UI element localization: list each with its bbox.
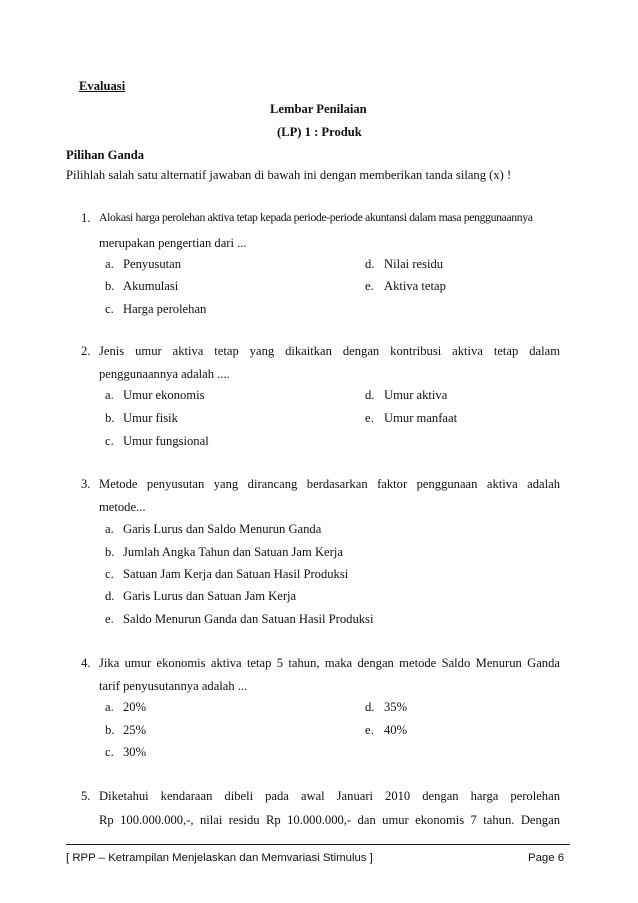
option-letter: b. [105,411,115,425]
option-letter: d. [365,700,375,714]
option-letter: e. [365,411,374,425]
evaluasi-heading: Evaluasi [79,79,126,93]
option-letter: e. [365,723,374,737]
option-letter: d. [365,257,375,271]
option-text: Penyusutan [123,257,182,271]
option-letter: c. [105,302,114,316]
page-number: Page 6 [528,852,565,864]
option-letter: b. [105,545,115,559]
footer-left: [ RPP – Ketrampilan Menjelaskan dan Memvariasi Stimulus ] [66,852,373,864]
question-text: tarif penyusutannya adalah ... [99,679,248,693]
instruction-text: Pilihlah salah satu alternatif jawaban di bawah ini dengan memberikan tanda silang (x) ! [66,168,512,182]
option-text: Satuan Jam Kerja dan Satuan Hasil Produksi [123,567,349,581]
option-text: Umur fisik [123,411,178,425]
footer-divider [66,844,570,845]
question-text: Jika umur ekonomis aktiva tetap 5 tahun, maka dengan metode Saldo Menurun Ganda [99,656,560,670]
page-title: Lembar Penilaian [270,102,367,116]
option-letter: a. [105,388,114,402]
option-letter: c. [105,745,114,759]
option-text: Saldo Menurun Ganda dan Satuan Hasil Produksi [123,612,374,626]
question-text: metode... [99,500,146,514]
option-letter: c. [105,434,114,448]
option-text: Akumulasi [123,279,179,293]
question-text: Alokasi harga perolehan aktiva tetap kepada periode-periode akuntansi dalam masa penggunaannya [99,211,533,224]
option-letter: d. [365,388,375,402]
option-text: Umur manfaat [384,411,458,425]
option-letter: b. [105,279,115,293]
option-letter: d. [105,589,115,603]
option-text: 20% [123,700,147,714]
option-letter: a. [105,522,114,536]
option-text: Umur aktiva [384,388,448,402]
question-number: 5. [81,789,91,803]
option-text: Nilai residu [384,257,444,271]
question-number: 2. [81,344,91,358]
question-number: 1. [81,211,91,225]
question-text: Rp 100.000.000,-, nilai residu Rp 10.000.000,- dan umur ekonomis 7 tahun. Dengan [99,813,560,827]
option-text: Harga perolehan [123,302,207,316]
option-text: 40% [384,723,408,737]
option-text: Garis Lurus dan Satuan Jam Kerja [123,589,297,603]
option-text: Aktiva tetap [384,279,446,293]
option-letter: a. [105,257,114,271]
section-heading: Pilihan Ganda [66,148,145,162]
question-text: Diketahui kendaraan dibeli pada awal Januari 2010 dengan harga perolehan [99,789,560,803]
option-letter: a. [105,700,114,714]
option-text: 25% [123,723,147,737]
option-text: Umur ekonomis [123,388,205,402]
option-letter: c. [105,567,114,581]
option-text: Umur fungsional [123,434,209,448]
option-text: 35% [384,700,408,714]
option-text: 30% [123,745,147,759]
question-number: 3. [81,477,91,491]
option-letter: b. [105,723,115,737]
option-letter: e. [105,612,114,626]
option-letter: e. [365,279,374,293]
option-text: Garis Lurus dan Saldo Menurun Ganda [123,522,322,536]
page-subtitle: (LP) 1 : Produk [277,125,362,139]
question-text: Metode penyusutan yang dirancang berdasarkan faktor penggunaan aktiva adalah [99,477,560,491]
question-text: penggunaannya adalah .... [99,367,230,381]
question-text: merupakan pengertian dari ... [99,236,247,250]
option-text: Jumlah Angka Tahun dan Satuan Jam Kerja [123,545,343,559]
question-number: 4. [81,656,91,670]
question-text: Jenis umur aktiva tetap yang dikaitkan dengan kontribusi aktiva tetap dalam [99,344,560,358]
